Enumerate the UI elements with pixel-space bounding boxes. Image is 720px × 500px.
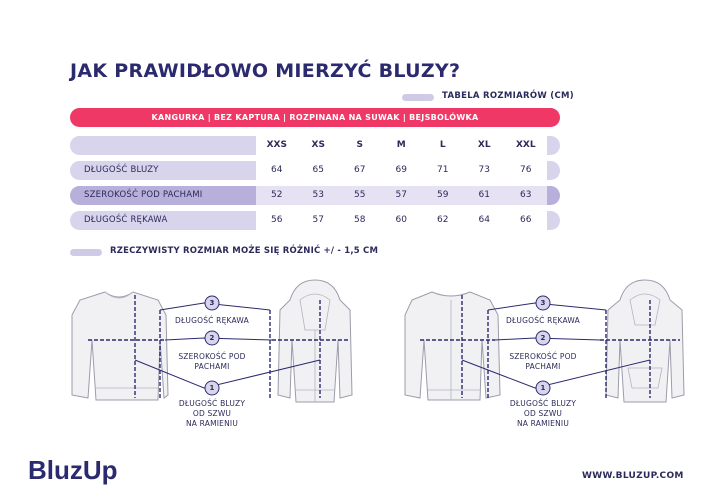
marker-3-left: 3 [209,299,215,307]
table-cell: 58 [339,211,381,230]
label-length-right-1: DŁUGOŚĆ BLUZY [509,399,577,408]
label-width-right-1: SZEROKOŚĆ POD [509,352,577,361]
table-cell: 59 [422,186,464,205]
label-width-left-2: PACHAMI [194,362,230,371]
table-cell: 57 [298,211,340,230]
page-title: JAK PRAWIDŁOWO MIERZYĆ BLUZY? [70,60,461,82]
table-cell: 63 [505,186,547,205]
table-header-row [70,136,560,155]
table-cell: 56 [256,211,298,230]
label-length-left-2: OD SZWU [192,409,232,418]
website-link[interactable]: WWW.BLUZUP.COM [582,471,684,481]
size-header-cell: XXL [505,136,547,155]
table-row-dlugosc-rekawa [70,211,560,230]
table-cell: 65 [298,161,340,180]
label-length-left-1: DŁUGOŚĆ BLUZY [178,399,246,408]
size-header-cell: S [339,136,381,155]
table-cell: 71 [422,161,464,180]
table-cell: 57 [381,186,423,205]
table-row-szerokosc [70,186,560,205]
note-swatch [70,249,102,256]
label-sleeve-length-right: DŁUGOŚĆ RĘKAWA [506,316,580,325]
table-cell: 64 [256,161,298,180]
table-cell: 52 [256,186,298,205]
size-header-cell: XS [298,136,340,155]
legend-label: TABELA ROZMIARÓW (CM) [442,91,574,101]
hoodie-pullover-icon [606,280,684,402]
marker-2-left: 2 [209,334,215,342]
table-cell: 60 [381,211,423,230]
size-header-cell: XL [464,136,506,155]
label-width-right-2: PACHAMI [525,362,561,371]
row-label: DŁUGOŚĆ RĘKAWA [84,215,168,225]
marker-1-right: 1 [540,384,546,392]
label-length-left-3: NA RAMIENIU [185,419,239,428]
size-tolerance-note: RZECZYWISTY ROZMIAR MOŻE SIĘ RÓŻNIĆ +/ - 1,5 CM [110,246,379,256]
table-cell: 73 [464,161,506,180]
table-cell: 67 [339,161,381,180]
marker-3-right: 3 [540,299,546,307]
hoodie-zip-icon [278,280,352,402]
label-sleeve-length-left: DŁUGOŚĆ RĘKAWA [175,316,249,325]
table-cell: 64 [464,211,506,230]
size-header-cell: L [422,136,464,155]
table-cell: 53 [298,186,340,205]
legend-swatch [402,94,434,101]
label-length-right-2: OD SZWU [523,409,563,418]
size-header-cell: M [381,136,423,155]
table-cell: 76 [505,161,547,180]
size-header-cell: XXS [256,136,298,155]
table-cell: 62 [422,211,464,230]
marker-2-right: 2 [540,334,546,342]
table-cell: 55 [339,186,381,205]
table-cell: 66 [505,211,547,230]
label-width-left-1: SZEROKOŚĆ POD [178,352,246,361]
table-row-dlugosc-bluzy [70,161,560,180]
baseball-jacket-icon [405,292,500,400]
row-label: DŁUGOŚĆ BLUZY [84,165,159,175]
label-length-right-3: NA RAMIENIU [516,419,570,428]
row-label: SZEROKOŚĆ POD PACHAMI [84,190,203,200]
hoodie-types-bar: KANGURKA | BEZ KAPTURA | ROZPINANA NA SUWAK | BEJSBOLÓWKA [70,108,560,127]
table-cell: 61 [464,186,506,205]
sweatshirt-front-icon [72,292,168,400]
marker-1-left: 1 [209,384,215,392]
brand-logo: BluzUp [28,455,118,485]
table-cell: 69 [381,161,423,180]
measurement-diagrams [0,270,720,440]
